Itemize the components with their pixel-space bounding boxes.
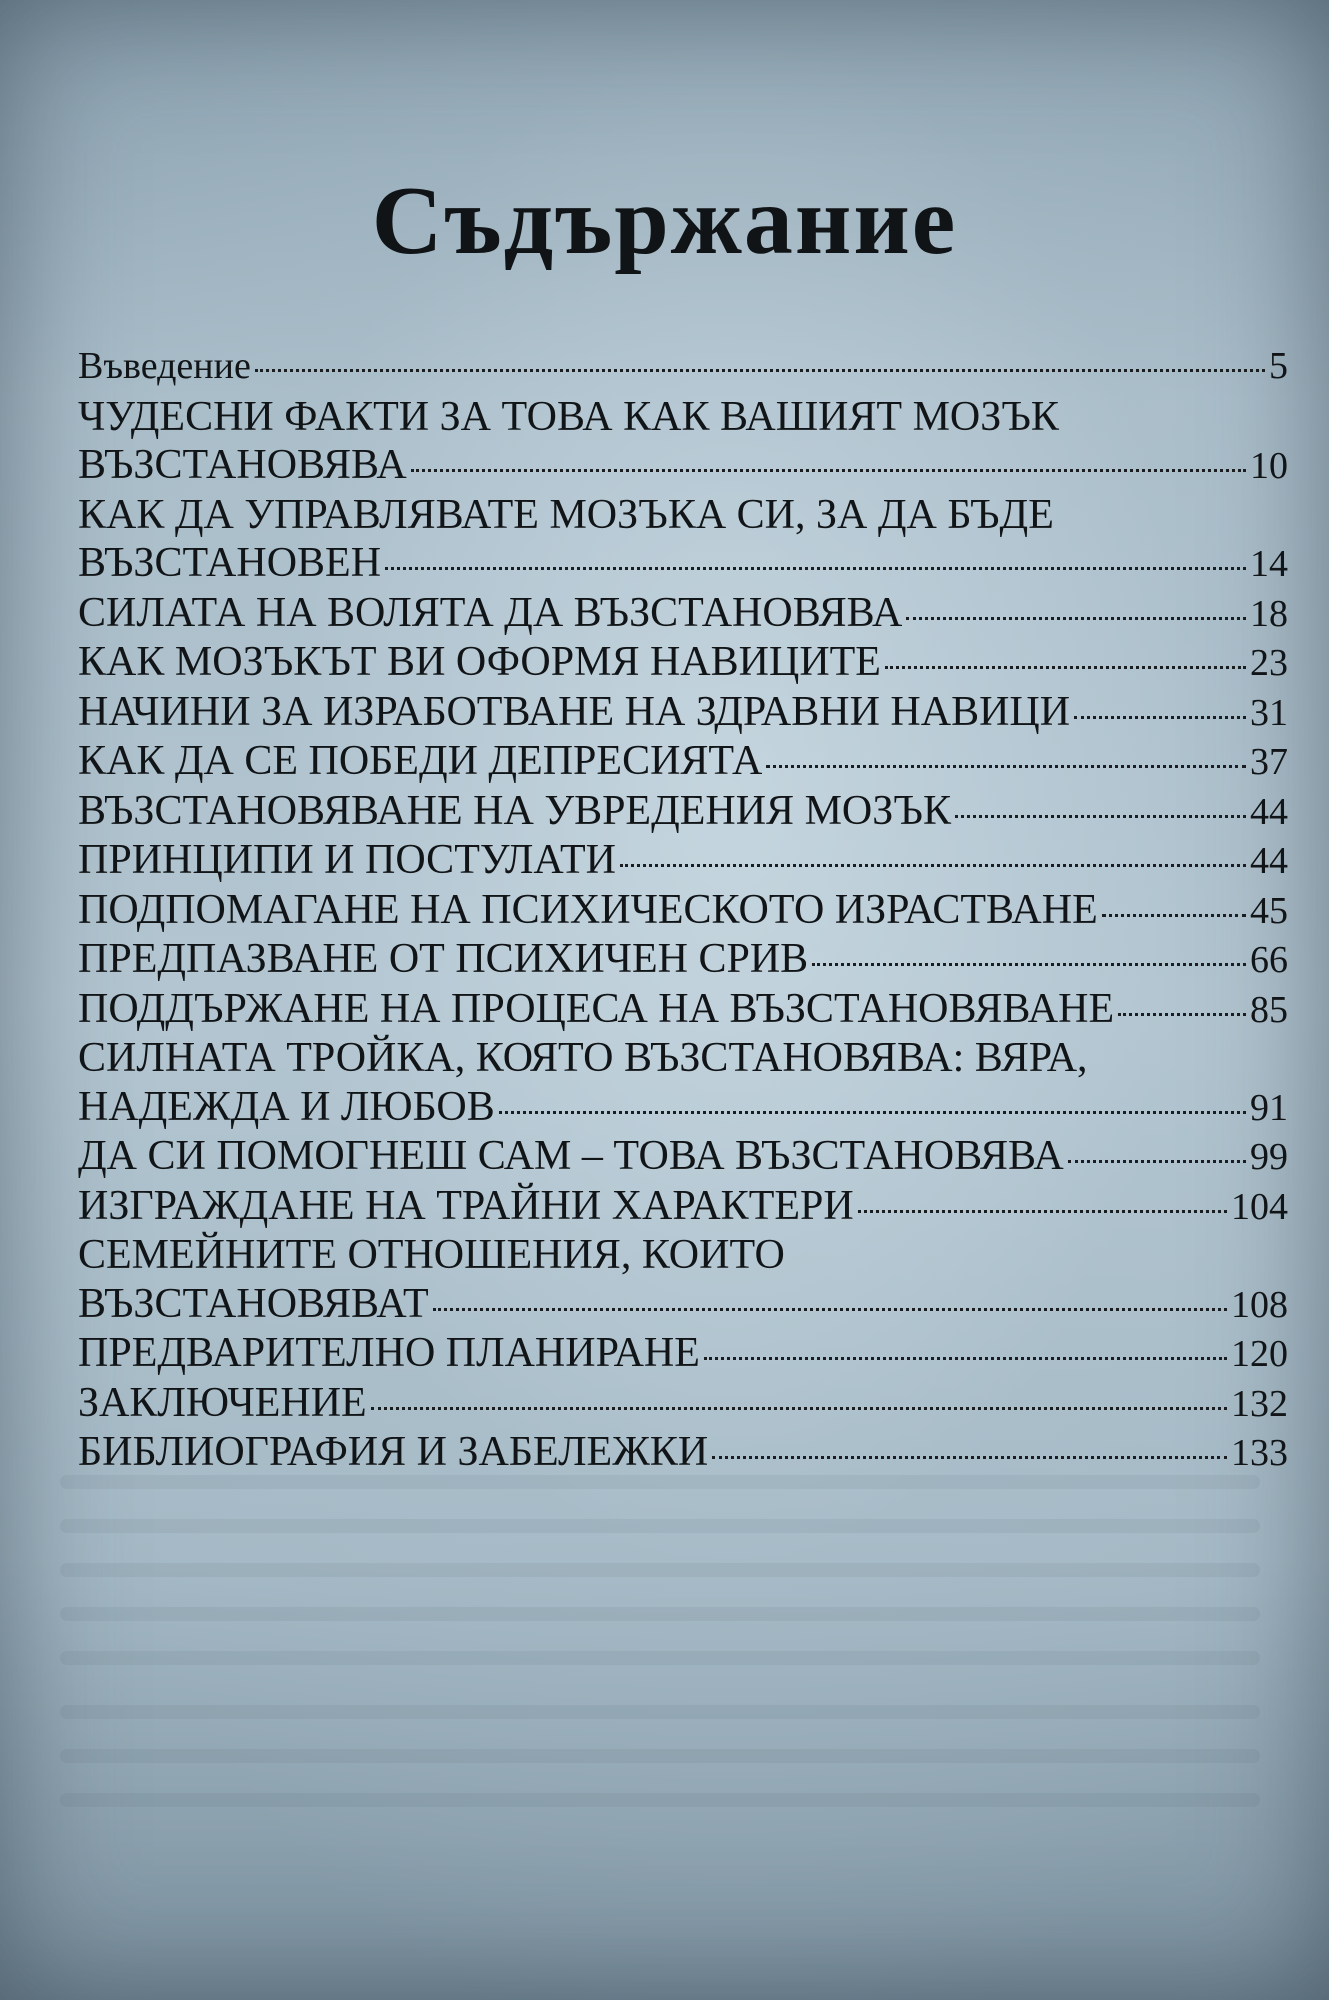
dot-leader <box>411 469 1246 472</box>
toc-entry <box>78 1034 1288 1132</box>
toc-entry-title: ВЪЗСТАНОВЕН <box>78 540 382 586</box>
toc-page-number: 104 <box>1231 1185 1288 1228</box>
toc-page-number: 91 <box>1250 1086 1288 1129</box>
dot-leader <box>499 1111 1246 1114</box>
toc-entry-title: ПОДДЪРЖАНЕ НА ПРОЦЕСА НА ВЪЗСТАНОВЯВАНЕ <box>78 985 1115 1032</box>
toc-entry <box>78 1132 1288 1182</box>
dot-leader <box>255 369 1265 372</box>
toc-entry <box>78 1182 1288 1232</box>
toc-page-number: 133 <box>1231 1432 1288 1474</box>
toc-entry-title-line1: СИЛНАТА ТРОЙКА, КОЯТО ВЪЗСТАНОВЯВА: ВЯРА, <box>78 1035 1088 1081</box>
toc-entry-title: ВЪЗСТАНОВЯВАНЕ НА УВРЕДЕНИЯ МОЗЪК <box>78 787 951 834</box>
toc-entry <box>78 638 1288 688</box>
toc-entry-title-line1: КАК ДА УПРАВЛЯВАТЕ МОЗЪКА СИ, ЗА ДА БЪДЕ <box>78 491 1054 538</box>
toc-entry <box>78 1329 1288 1379</box>
page-title: Съдържание <box>371 167 958 275</box>
dot-leader <box>704 1357 1227 1360</box>
toc-entry-title-line1: СЕМЕЙНИТЕ ОТНОШЕНИЯ, КОИТО <box>78 1232 785 1278</box>
toc-entry <box>78 985 1288 1035</box>
toc-entry-title: ИЗГРАЖДАНЕ НА ТРАЙНИ ХАРАКТЕРИ <box>78 1182 854 1229</box>
toc-entry-title: ВЪЗСТАНОВЯВА <box>78 442 407 488</box>
toc-entry <box>78 1379 1288 1429</box>
dot-leader <box>1118 1013 1246 1016</box>
toc-entry-title: БИБЛИОГРАФИЯ И ЗАБЕЛЕЖКИ <box>78 1429 709 1475</box>
toc-entry <box>78 342 1288 391</box>
toc-entry-title: ПРЕДПАЗВАНЕ ОТ ПСИХИЧЕН СРИВ <box>78 936 809 982</box>
toc-entry <box>78 589 1288 639</box>
toc-page-number: 5 <box>1269 345 1288 387</box>
toc-page-number: 44 <box>1250 790 1288 833</box>
dot-leader <box>906 617 1246 620</box>
toc-entry-title: КАК ДА СЕ ПОБЕДИ ДЕПРЕСИЯТА <box>78 738 763 784</box>
toc-entry-title-line1: ЧУДЕСНИ ФАКТИ ЗА ТОВА КАК ВАШИЯТ МОЗЪК <box>78 393 1059 440</box>
toc-entry <box>78 836 1288 886</box>
toc-page-number: 18 <box>1250 592 1288 635</box>
toc-page-number: 31 <box>1250 691 1288 734</box>
dot-leader <box>620 864 1246 867</box>
dot-leader <box>1074 716 1246 719</box>
toc-entry <box>78 393 1288 491</box>
toc-entry <box>78 1231 1288 1329</box>
toc-entry-title: СИЛАТА НА ВОЛЯТА ДА ВЪЗСТАНОВЯВА <box>78 589 903 636</box>
table-of-contents <box>78 342 1288 1478</box>
dot-leader <box>766 765 1246 768</box>
dot-leader <box>812 963 1246 966</box>
toc-page-number: 45 <box>1250 889 1288 932</box>
dot-leader <box>371 1407 1227 1410</box>
toc-entry <box>78 491 1288 589</box>
toc-page-number: 44 <box>1250 840 1288 882</box>
toc-entry-title: ВЪЗСТАНОВЯВАТ <box>78 1280 429 1327</box>
dot-leader <box>712 1456 1227 1459</box>
toc-entry-title: ДА СИ ПОМОГНЕШ САМ – ТОВА ВЪЗСТАНОВЯВА <box>78 1133 1064 1179</box>
toc-entry-title: ПРЕДВАРИТЕЛНО ПЛАНИРАНЕ <box>78 1330 700 1376</box>
toc-entry-title: НАЧИНИ ЗА ИЗРАБОТВАНЕ НА ЗДРАВНИ НАВИЦИ <box>78 688 1071 735</box>
dot-leader <box>1068 1160 1246 1163</box>
toc-page-number: 66 <box>1250 939 1288 981</box>
toc-entry-title: НАДЕЖДА И ЛЮБОВ <box>78 1083 495 1130</box>
toc-entry <box>78 886 1288 936</box>
toc-page-number: 10 <box>1250 445 1288 487</box>
bleed-through-paragraphs <box>60 1475 1260 1837</box>
dot-leader <box>955 815 1246 818</box>
toc-entry <box>78 935 1288 985</box>
dot-leader <box>385 567 1246 570</box>
dot-leader <box>858 1210 1227 1213</box>
toc-entry-title: Въведение <box>78 345 251 387</box>
toc-page-number: 120 <box>1231 1333 1288 1375</box>
toc-entry <box>78 688 1288 738</box>
toc-page-number: 85 <box>1250 988 1288 1031</box>
toc-entry-title: ЗАКЛЮЧЕНИЕ <box>78 1379 367 1426</box>
toc-page-number: 108 <box>1231 1283 1288 1326</box>
toc-entry <box>78 787 1288 837</box>
dot-leader <box>885 666 1246 669</box>
toc-page-number: 14 <box>1250 543 1288 585</box>
toc-entry-title: ПОДПОМАГАНЕ НА ПСИХИЧЕСКОТО ИЗРАСТВАНЕ <box>78 886 1098 933</box>
toc-page-number: 37 <box>1250 741 1288 783</box>
toc-entry <box>78 737 1288 787</box>
toc-page-number: 23 <box>1250 642 1288 684</box>
dot-leader <box>433 1308 1227 1311</box>
toc-page-number: 99 <box>1250 1136 1288 1178</box>
dot-leader <box>1102 914 1246 917</box>
toc-entry-title: КАК МОЗЪКЪТ ВИ ОФОРМЯ НАВИЦИТЕ <box>78 639 881 685</box>
toc-page-number: 132 <box>1231 1382 1288 1425</box>
toc-entry-title: ПРИНЦИПИ И ПОСТУЛАТИ <box>78 837 616 883</box>
toc-entry <box>78 1428 1288 1478</box>
